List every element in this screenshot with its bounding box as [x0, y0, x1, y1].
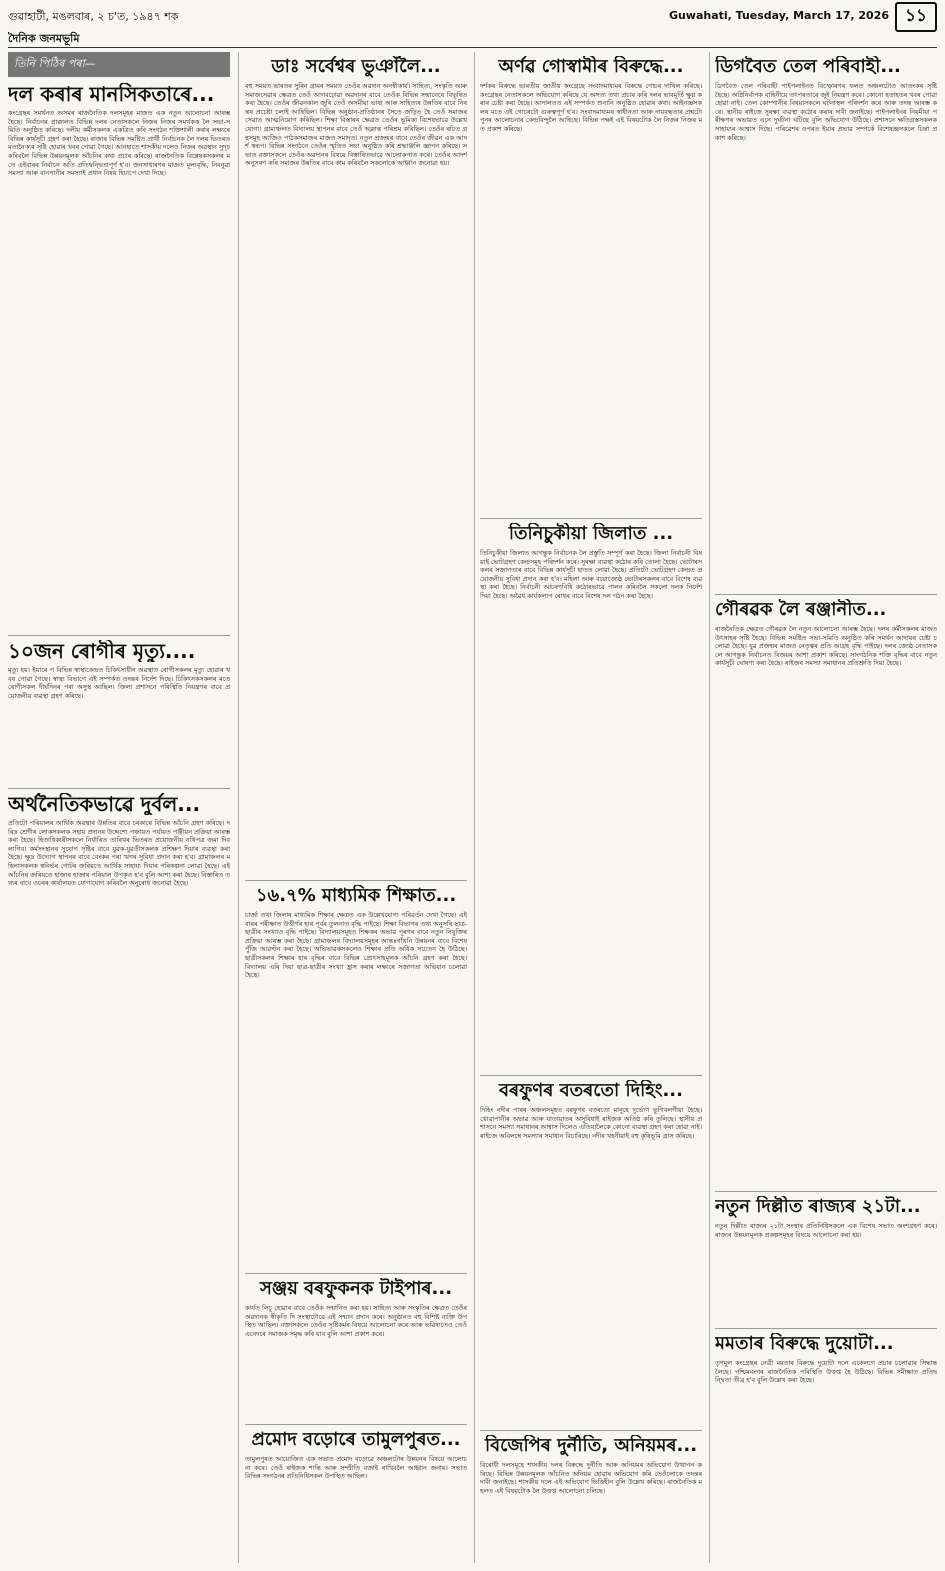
article-body: নতুন দিল্লীত ৰাজ্যৰ ২১টা সংস্থাৰ প্ৰতিনিধিসকলে এক বিশেষ সভাত অংশগ্ৰহণ কৰে। ৰাজ্যৰ উন্নয়নমূলক প্ৰকল্পসমূহৰ বিষয়ে আলোচনা কৰা হয়। [715, 1222, 937, 1239]
column-separator [238, 52, 239, 1563]
continued-banner: তিনি পিঠিৰ পৰা— [8, 52, 230, 77]
article-headline: নতুন দিল্লীত ৰাজ্যৰ ২১টা... [715, 1196, 921, 1217]
right-dateline: Guwahati, Tuesday, March 17, 2026 [668, 9, 889, 22]
divider [245, 880, 467, 881]
divider [8, 788, 230, 789]
divider [715, 594, 937, 595]
divider [480, 1430, 702, 1431]
column-separator [474, 52, 475, 1563]
paper-name: দৈনিক জনমভূমি [8, 32, 80, 45]
article-body: ৰাজনৈতিক ক্ষেত্ৰত গৌৰৱক লৈ নতুন আলোচনা আৰম্ভ হৈছে। দলৰ কৰ্মীসকলৰ মাজত উৎসাহৰ সৃষ্টি হৈছে। বিভিন্ন সমষ্টিত সভা-সমিতি অনুষ্ঠিত কৰি সমৰ্থন আদায়ৰ চেষ্টা চলোৱা হৈছে। যুৱ প্ৰজন্মৰ মাজত নেতৃত্বৰ প্ৰতি আগ্ৰহ বৃদ্ধি পাইছে। দলৰ জ্যেষ্ঠ নেতাসকলে আগন্তুক নিৰ্বাচনত বিজয়ৰ আশা প্ৰকাশ কৰিছে। সাংগঠনিক শক্তি বৃদ্ধিৰ বাবে নতুন কাৰ্যসূচী ঘোষণা কৰা হৈছে। ৰাইজৰ সমস্যা সমাধানৰ প্ৰতিশ্ৰুতি দিয়া হৈছে। [715, 625, 937, 668]
article-body: তামুলপুৰত আয়োজিত এক সভাত প্ৰমোদ বড়োৱে অঞ্চলটোৰ উন্নয়নৰ বিষয়ে আলোচনা কৰে। তেওঁ ৰাইজক শান্তি আৰু সম্প্ৰীতি বজাই ৰাখিবলৈ আহ্বান জনায়। সভাত বিভিন্ন সংগঠনৰ প্ৰতিনিধিসকল উপস্থিত আছিল। [245, 1455, 467, 1481]
article-body: তিনিচুকীয়া জিলাত আগন্তুক নিৰ্বাচনক লৈ প্ৰস্তুতি সম্পূৰ্ণ কৰা হৈছে। জিলা নিৰ্বাচনী বিষয়াই ভোটগ্ৰহণ কেন্দ্ৰসমূহ পৰিদৰ্শন কৰে। সুৰক্ষা ব্যৱস্থা কঠোৰ কৰি তোলা হৈছে। ভোটাৰসকলৰ সজাগতাৰ বাবে বিভিন্ন কাৰ্যসূচী হাতত লোৱা হৈছে। প্ৰতিটো ভোটগ্ৰহণ কেন্দ্ৰত প্ৰয়োজনীয় সুবিধা প্ৰদান কৰা হ'ব। মহিলা আৰু বয়োজ্যেষ্ঠ ভোটাৰসকলৰ বাবে বিশেষ ব্যৱস্থা কৰা হৈছে। নিৰ্বাচনী আচৰণবিধি কঠোৰভাৱে পালন কৰিবলৈ সকলো দলক নিৰ্দেশ দিয়া হৈছে। অৱৈধ কাৰ্যকলাপ ৰোধৰ বাবে বিশেষ দল গঠন কৰা হৈছে। [480, 549, 702, 600]
article-body: চাৰ্জা তথা জিলাৰ মাধ্যমিক শিক্ষাৰ ক্ষেত্ৰত এক উল্লেখযোগ্য পৰিৱৰ্তন দেখা গৈছে। এইবাৰৰ পৰীক্ষাত উত্তীৰ্ণৰ হাৰ পূৰ্বৰ তুলনাত বৃদ্ধি পাইছে। শিক্ষা বিভাগৰ তথ্য অনুসৰি ছাত্ৰ-ছাত্ৰীৰ সংখ্যাও বৃদ্ধি পাইছে। বিদ্যালয়সমূহত শিক্ষকৰ অভাৱ পূৰণৰ বাবে নতুন নিযুক্তিৰ প্ৰক্ৰিয়া আৰম্ভ কৰা হৈছে। গ্ৰামাঞ্চলৰ বিদ্যালয়সমূহৰ আন্তঃগাঁথনি উন্নয়নৰ বাবে বিশেষ পুঁজি আৱণ্টন কৰা হৈছে। অভিভাৱকসকলেও শিক্ষাৰ প্ৰতি অধিক সচেতন হৈ উঠিছে। ছাত্ৰীসকলৰ শিক্ষাৰ হাৰ বৃদ্ধিৰ বাবে বিভিন্ন প্ৰোৎসাহমূলক আঁচনি গ্ৰহণ কৰা হৈছে। বিদ্যালয় এৰি দিয়া ছাত্ৰ-ছাত্ৰীৰ সংখ্যা হ্ৰাস কৰাৰ লক্ষ্যৰে সজাগতা অভিযান চলোৱা হৈছে। [245, 911, 467, 980]
article-body: বিৰোধী দলসমূহে শাসকীয় দলৰ বিৰুদ্ধে দুৰ্নীতি আৰু অনিয়মৰ অভিযোগ উত্থাপন কৰিছে। বিভিন্ন উন্নয়নমূলক আঁচনিত অনিয়ম হোৱাৰ অভিযোগ কৰি তেওঁলোকে তদন্তৰ দাবী জনাইছে। শাসকীয় দলে এই অভিযোগ ভিত্তিহীন বুলি উল্লেখ কৰিছে। ৰাজনৈতিক মহলত এই বিষয়টোক লৈ উত্তপ্ত আলোচনা চলিছে। [480, 1461, 702, 1495]
left-dateline: গুৱাহাটী, মঙলবাৰ, ২ চ'ত, ১৯৪৭ শক [8, 9, 179, 23]
article-headline: ১০জন ৰোগীৰ মৃত্যু.... [8, 640, 196, 662]
article-headline: প্ৰমোদ বড়োৰে তামুলপুৰত... [251, 1429, 461, 1450]
article-body: মৃত্যু হয়। ইয়াৰে প বিভিন্ন স্বাস্থ্যকেন্দ্ৰত চিকিৎসাধীন অৱস্থাত ৰোগীসকলৰ মৃত্যু হোৱাৰ খবৰ পোৱা গৈছে। স্বাস্থ্য বিভাগে এই সম্পৰ্কত তদন্তৰ নিৰ্দেশ দিছে। চিকিৎসকসকলৰ মতে ৰোগীসকল দীৰ্ঘদিনৰ পৰা অসুস্থ আছিল। জিলা প্ৰশাসনে পৰিস্থিতি নিয়ন্ত্ৰণৰ বাবে প্ৰয়োজনীয় ব্যৱস্থা গ্ৰহণ কৰিছে। [8, 666, 230, 700]
article-body: কংগ্ৰেছৰ সমৰ্থনত অসমৰ ৰাজনৈতিক দলসমূহৰ মাজত এক নতুন আলোচনা আৰম্ভ হৈছে। নিৰ্বাচনৰ প্ৰাক্কালত বিভিন্ন দলৰ নেতাসকলে নিজৰ নিজৰ সমৰ্থকক লৈ সভা-সমিতি অনুষ্ঠিত কৰিছে। দলীয় কৰ্মীসকলক একত্ৰিত কৰি সংগঠন শক্তিশালী কৰাৰ লক্ষ্যৰে বিভিন্ন কাৰ্যসূচী গ্ৰহণ কৰা হৈছে। ৰাজ্যৰ বিভিন্ন সমষ্টিত প্ৰাৰ্থী নিৰ্বাচনক লৈ দলৰ ভিতৰত মতানৈক্যৰ সৃষ্টি হোৱাৰ খবৰ পোৱা গৈছে। আনহাতে শাসকীয় দলেও নিজৰ অৱস্থান সুদৃঢ় কৰিবলৈ বিভিন্ন উন্নয়নমূলক আঁচনিৰ কথা প্ৰচাৰ কৰিছে। ৰাজনৈতিক বিশ্লেষকসকলৰ মতে এইবাৰৰ নিৰ্বাচন অতি প্ৰতিদ্বন্দ্বিতাপূৰ্ণ হ'ব। জনসাধাৰণৰ মাজত মূল্যবৃদ্ধি, নিবনুৱা সমস্যা আৰু বানপানীৰ সমস্যাই প্ৰধান বিষয় হিচাপে দেখা দিছে। [8, 109, 230, 178]
article-body: কাৰ্যত লিচু হোৱাৰ বাবে তেওঁক সন্মানিত কৰা হয়। সাহিত্য আৰু সংস্কৃতিৰ ক্ষেত্ৰত তেওঁৰ অৱদানক স্বীকৃতি দি সংস্থাটোৱে এই সন্মান প্ৰদান কৰে। অনুষ্ঠানত বহু বিশিষ্ট ব্যক্তি উপস্থিত আছিল। বক্তাসকলে তেওঁৰ সৃষ্টিকৰ্মৰ বিষয়ে আলোচনা কৰে আৰু ভৱিষ্যতেও তেওঁ এনেদৰে সমাজক সমৃদ্ধ কৰি যাব বুলি আশা প্ৰকাশ কৰে। [245, 1304, 467, 1338]
divider [715, 1191, 937, 1192]
article-headline: মমতাৰ বিৰুদ্ধে দুয়োটা... [715, 1333, 894, 1354]
article-body: দিহিং নদীৰ পাৰৰ অঞ্চলসমূহত বৰফুণৰ বতৰতো মানুহে দুৰ্ভোগ ভুগিবলগীয়া হৈছে। খোৱাপানীৰ অভাৱ আৰু যাতায়াতৰ অসুবিধাই ৰাইজক অতিষ্ঠ কৰি তুলিছে। স্থানীয় প্ৰশাসনে সমস্যা সমাধানৰ আশ্বাস দিলেও এতিয়ালৈকে কোনো ব্যৱস্থা গ্ৰহণ কৰা হোৱা নাই। ৰাইজে অবিলম্বে সমস্যাৰ সমাধান বিচাৰিছে। নদীৰ খহনীয়াই বহু কৃষিভূমি গ্ৰাস কৰিছে। [480, 1106, 702, 1140]
article-headline: অৰ্ণৱ গোস্বামীৰ বিৰুদ্ধে... [498, 56, 684, 77]
article-headline: ডাঃ সৰ্বেশ্বৰ ভুঞাঁলৈ... [271, 56, 441, 77]
divider [245, 1273, 467, 1274]
divider [480, 518, 702, 519]
article-headline: তিনিচুকীয়া জিলাত ... [508, 523, 674, 544]
article-headline: বিজেপিৰ দুৰ্নীতি, অনিয়মৰ... [484, 1435, 698, 1456]
article-headline: ১৬.৭% মাধ্যমিক শিক্ষাত... [255, 885, 457, 906]
article-body: দৰ্শকৰ বিৰুদ্ধে ভাৰতীয় জাতীয় কংগ্ৰেছে সংবাদমাধ্যমৰ বিৰুদ্ধে গোচৰ দাখিল কৰিছে। কংগ্ৰেছৰ নেতাসকলে অভিযোগ কৰিছে যে অসত্য তথ্য প্ৰচাৰ কৰি দলৰ ভাবমূৰ্তি ক্ষুণ্ণ কৰাৰ চেষ্টা কৰা হৈছে। আদালতত এই সম্পৰ্কত শুনানি অনুষ্ঠিত হোৱাৰ কথা। আইনজ্ঞসকলৰ মতে এই গোচৰটো গুৰুত্বপূৰ্ণ হ'ব। সংবাদমাধ্যমৰ স্বাধীনতা আৰু দায়বদ্ধতাৰ প্ৰশ্নটো পুনৰ আলোচনাৰ কেন্দ্ৰবিন্দুলৈ আহিছে। বিভিন্ন পক্ষই এই বিষয়টোক লৈ নিজৰ নিজৰ মত প্ৰকাশ কৰিছে। [480, 82, 702, 133]
article-headline: বৰফুণৰ বতৰতো দিহিং... [499, 1080, 683, 1101]
article-headline: সঞ্জয় বৰফুকনক টাইপাৰ... [259, 1278, 453, 1299]
divider [8, 635, 230, 636]
header-rule [8, 47, 937, 48]
column-1 [8, 52, 230, 1563]
column-4 [715, 52, 937, 1563]
divider [715, 1328, 937, 1329]
article-headline: ডিগবৈত তেল পৰিবাহী... [715, 56, 901, 77]
column-3 [480, 52, 702, 1563]
article-headline: দল কৰাৰ মানসিকতাৰে... [8, 83, 215, 105]
article-body: প্ৰতিটো পৰিয়ালৰ আৰ্থিক অৱস্থাৰ উন্নতিৰ বাবে চৰকাৰে বিভিন্ন আঁচনি গ্ৰহণ কৰিছে। দৰিদ্ৰ শ্ৰেণীৰ লোকসকলক সহায় প্ৰদানৰ উদ্দেশ্যে পঞ্চায়ত পৰ্যায়ত পঞ্জীয়ন প্ৰক্ৰিয়া আৰম্ভ কৰা হৈছে। হিতাধিকাৰীসকলে নিৰ্ধাৰিত তাৰিখৰ ভিতৰত প্ৰয়োজনীয় নথিপত্ৰ জমা দিব লাগিব। কৰ্মসংস্থানৰ সুযোগ সৃষ্টিৰ বাবে যুৱক-যুৱতীসকলক প্ৰশিক্ষণ দিয়াৰ ব্যৱস্থা কৰা হৈছে। ক্ষুদ্ৰ উদ্যোগ স্থাপনৰ বাবে বেংকৰ পৰা ঋণৰ সুবিধা প্ৰদান কৰা হ'ব। গ্ৰামাঞ্চলৰ মহিলাসকলক স্বনিৰ্ভৰ গোটৰ জৰিয়তে আৰ্থিক সাহায্য দিয়াৰ পৰিকল্পনা লোৱা হৈছে। এই আঁচনিৰ জৰিয়তে হাজাৰ হাজাৰ পৰিয়াল উপকৃত হ'ব বুলি আশা কৰা হৈছে। বিস্তাৰিত তথ্যৰ বাবে ওচৰৰ কাৰ্যালয়ত যোগাযোগ কৰিবলৈ অনুৰোধ জনোৱা হৈছে। [8, 819, 230, 888]
page-number: ১১ [895, 2, 937, 32]
divider [480, 1075, 702, 1076]
article-body: ডিগবৈত তেল পৰিবাহী পাইপলাইনত বিস্ফোৰণৰ ফলত অঞ্চলটোত আতংকৰ সৃষ্টি হৈছে। অগ্নিনিৰ্বাপক বাহিনীয়ে তৎপৰতাৰে জুই নিয়ন্ত্ৰণ কৰে। কোনো হতাহতৰ খবৰ পোৱা হোৱা নাই। তেল কোম্পানীৰ বিষয়াসকলে ঘটনাস্থল পৰিদৰ্শন কৰে আৰু তদন্ত আৰম্ভ কৰে। স্থানীয় ৰাইজে সুৰক্ষা ব্যৱস্থা কঠোৰ কৰাৰ দাবী জনাইছে। পাইপলাইনৰ নিয়মীয়া পৰীক্ষণৰ অভাৱত এনে দুৰ্ঘটনা ঘটিছে বুলি অভিযোগ উঠিছে। প্ৰশাসনে ক্ষতিগ্ৰস্তসকলক সাহায্যৰ আশ্বাস দিছে। পৰিৱেশৰ ওপৰত ইয়াৰ প্ৰভাৱ সম্পৰ্কে বিশেষজ্ঞসকলে চিন্তা প্ৰকাশ কৰিছে। [715, 82, 937, 142]
article-body: বহু সময়ত ভাৰতৰ সুৰিন গ্ৰামৰ সময়ত তেওঁৰ অৱদান অনস্বীকাৰ্য। সাহিত্য, সংস্কৃতি আৰু সমাজসেৱাৰ ক্ষেত্ৰত তেওঁ আগবঢ়োৱা অৱদানৰ বাবে তেওঁক বিভিন্ন সন্মানেৰে বিভূষিত কৰা হৈছে। তেওঁৰ জীৱনকাল জুৰি তেওঁ অসমীয়া ভাষা আৰু সাহিত্যৰ উন্নতিৰ বাবে নিৰন্তৰ প্ৰচেষ্টা চলাই আহিছিল। বিভিন্ন অনুষ্ঠান-প্ৰতিষ্ঠানৰ সৈতে জড়িত হৈ তেওঁ সমাজৰ সেৱাত আত্মনিয়োগ কৰিছিল। শিক্ষা বিস্তাৰৰ ক্ষেত্ৰত তেওঁৰ ভূমিকা বিশেষভাৱে উল্লেখযোগ্য। গ্ৰামাঞ্চলত বিদ্যালয় স্থাপনৰ বাবে তেওঁ অক্লান্ত পৰিশ্ৰম কৰিছিল। তেওঁৰ ৰচিত গ্ৰন্থসমূহ আজিও পাঠকসমাজৰ মাজত সমাদৃত। নতুন প্ৰজন্মৰ বাবে তেওঁৰ জীৱন এক আদৰ্শ স্বৰূপ। বিভিন্ন সংগঠনে তেওঁৰ স্মৃতিত সভা অনুষ্ঠিত কৰি শ্ৰদ্ধাঞ্জলি জ্ঞাপন কৰিছে। সভাত বক্তাসকলে তেওঁৰ অৱদানৰ বিষয়ে বিস্তাৰিতভাৱে আলোকপাত কৰে। তেওঁৰ আদৰ্শ অনুসৰণ কৰি সমাজৰ উন্নতিৰ বাবে কাম কৰিবলৈ সকলোকে আহ্বান জনোৱা হয়। [245, 82, 467, 168]
column-2 [245, 52, 467, 1563]
article-body: তৃণমূল কংগ্ৰেছৰ নেত্ৰী মমতাৰ বিৰুদ্ধে দুয়োটা দলে একেলগে প্ৰচাৰ চলোৱাৰ সিদ্ধান্ত লৈছে। পশ্চিমবংগৰ ৰাজনৈতিক পৰিস্থিতি উত্তপ্ত হৈ উঠিছে। বিভিন্ন সমীক্ষাত প্ৰতিদ্বন্দ্বিতা তীব্ৰ হ'ব বুলি উল্লেখ কৰা হৈছে। [715, 1359, 937, 1385]
divider [245, 1424, 467, 1425]
article-headline: গৌৰৱক লৈ ৰঞ্জানীত... [715, 599, 887, 620]
article-headline: অৰ্থনৈতিকভাৱে দুৰ্বল... [8, 793, 201, 815]
column-separator [709, 52, 710, 1563]
